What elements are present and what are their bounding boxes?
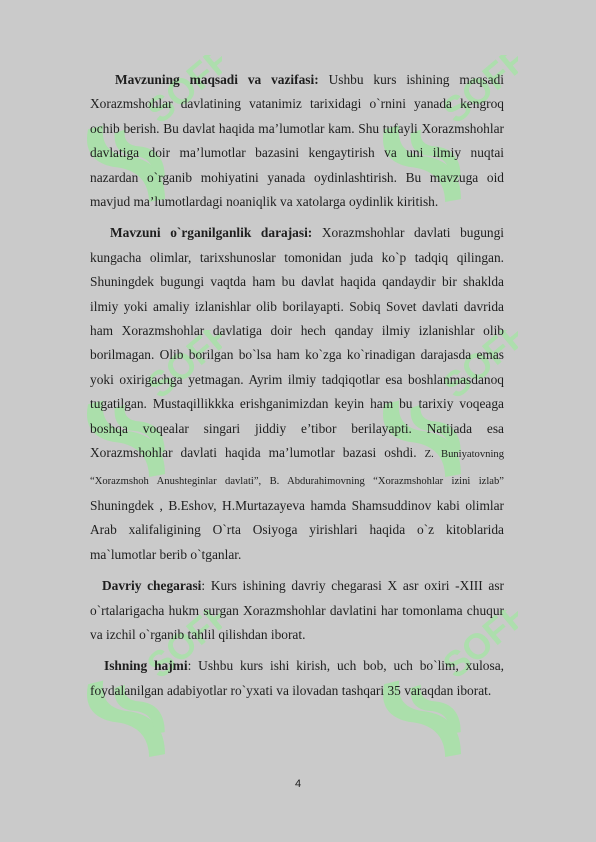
paragraph-lead: Mavzuning maqsadi va vazifasi: bbox=[115, 72, 319, 87]
paragraph-lead: Mavzuni o`rganilganlik darajasi: bbox=[110, 225, 313, 241]
paragraph-goal bbox=[90, 68, 504, 214]
watermark-text: SOFF bbox=[434, 55, 518, 132]
watermark-text: SOFF bbox=[434, 610, 518, 687]
paragraph-lead: Ishning hajmi bbox=[104, 658, 188, 674]
paragraph-period bbox=[90, 574, 504, 647]
paragraph-text: : Ushbu kurs ishi kirish, uch bob, uch bo`lim, xulosa, foydalanilgan adabiyotlar ro`yxati va ilovadan tashqari 35 varaqdan iborat. bbox=[90, 658, 504, 698]
paragraph-lead: Davriy chegarasi bbox=[102, 578, 202, 594]
page-number: 4 bbox=[294, 778, 302, 790]
body-text bbox=[90, 68, 504, 710]
paragraph-study-level bbox=[90, 221, 504, 567]
paragraph-text: Xorazmshohlar davlati bugungi kungacha olimlar, tarixshunoslar tomonidan juda ko`p tadqiq qilingan. Shuningdek bugungi vaqtda ham bu davlat haqida qandaydir bir shaklda ilmiy yoki amaliy izlanishlar olib borilayapti. Sobiq Sovet davlati davrida ham Xorazmshohlar davlatiga doir hech qanday ilmiy izlanishlar olib borilmagan. Olib borilgan bo`lsa ham ko`zga ko`rinadigan darajasda emas yoki oxirigachga yetmagan. Ayrim ilmiy tadqiqotlar esa boshlanmasdanoq tugatilgan. Mustaqillikkka erishganimizdan keyin ham bu tarixiy voqeaga boshqa voqealar singari jiddiy e’tibor berilayapti. Natijada esa Xorazmshohlar davlati haqida ma’lumotlar bazasi oshdi. bbox=[90, 225, 505, 461]
watermark-text: SOFF bbox=[138, 55, 222, 132]
paragraph-text: Ushbu kurs ishining maqsadi Xorazmshohlar davlatining vatanimiz tarixidagi o`rnini yanada kengroq ochib berish. Bu davlat haqida ma’lumotlar kam. Shu tufayli Xorazmshohlar davlatiga doir ma’lumotlar bazasini kengaytirish va uni ilmiy nuqtai nazardan o`rganib mohiyatini yanada oydinlashtirish. Bu mavzuga oid mavjud ma’lumotlardagi noaniqlik va xatolarga oydinlik kiritish. bbox=[90, 72, 504, 210]
paragraph-citation: Z. Buniyatovning “Xorazmshoh Anushteginlar davlati”, B. Abdurahimovning “Xorazmshohlar izini izlab” bbox=[90, 449, 504, 487]
watermark-text: SOFF bbox=[138, 330, 222, 407]
paragraph-text-tail: Shuningdek , B.Eshov, H.Murtazayeva hamda Shamsuddinov kabi olimlar Arab xalifaligining O`rta Osiyoga yirishlari haqida o`z kitoblarida ma`lumotlar berib o`tganlar. bbox=[90, 497, 504, 562]
watermark-text: SOFF bbox=[434, 330, 518, 407]
paragraph-volume bbox=[90, 654, 504, 703]
paragraph-text: : Kurs ishining davriy chegarasi X asr oxiri -XIII asr o`rtalarigacha hukm surgan Xorazmshohlar davlatini har tomonlama chuqur va izchil o`rganib tahlil qilishdan iborat. bbox=[90, 578, 504, 642]
watermark-text: SOFF bbox=[138, 610, 222, 687]
